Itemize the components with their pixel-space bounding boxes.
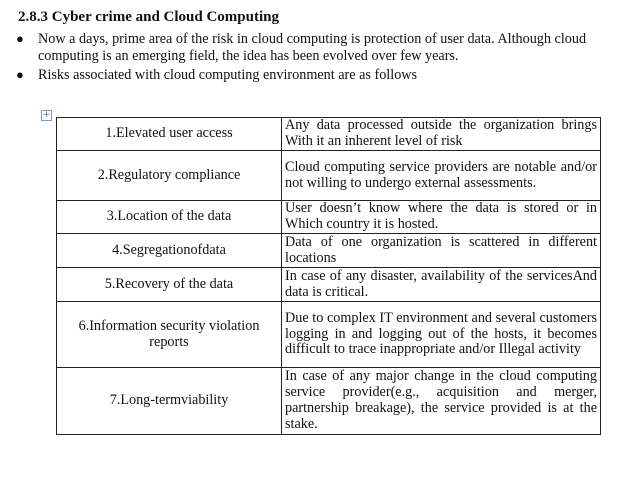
table-row: [57, 368, 601, 435]
table-move-handle-icon[interactable]: +: [42, 110, 51, 120]
bullet-list: [16, 31, 626, 87]
description-cell: User doesn’t know where the data is stored or in Which country it is hosted.: [282, 201, 601, 234]
bullet-text: Risks associated with cloud computing environment are as follows: [38, 67, 418, 83]
bullet-icon: ●: [16, 67, 24, 82]
table-row: [57, 268, 601, 302]
risk-cell: 3.Location of the data: [57, 201, 282, 234]
table-row: [57, 118, 601, 151]
description-cell: Due to complex IT environment and several customers logging in and logging out of the hosts, it becomes difficult to trace inappropriate and/or Illegal activity: [282, 302, 601, 368]
bullet-text: Now a days, prime area of the risk in cloud computing is protection of user data. Although cloud computing is an emerging field, the idea has been evolved over few years.: [38, 31, 587, 64]
bullet-item: [16, 31, 626, 64]
description-cell: In case of any disaster, availability of the servicesAnd data is critical.: [282, 268, 601, 302]
description-cell: Data of one organization is scattered in different locations: [282, 234, 601, 268]
bullet-icon: ●: [16, 31, 24, 46]
table-row: [57, 201, 601, 234]
table-row: [57, 151, 601, 201]
risk-cell: 5.Recovery of the data: [57, 268, 282, 302]
risk-cell: 7.Long-termviability: [57, 368, 282, 435]
description-cell: Any data processed outside the organization brings With it an inherent level of risk: [282, 118, 601, 151]
risks-table: [56, 117, 601, 435]
description-cell: Cloud computing service providers are notable and/or not willing to undergo external assessments.: [282, 151, 601, 201]
section-heading: 2.8.3 Cyber crime and Cloud Computing: [18, 9, 279, 25]
risk-cell: 4.Segregationofdata: [57, 234, 282, 268]
table-row: [57, 234, 601, 268]
bullet-item: [16, 67, 626, 84]
description-cell: In case of any major change in the cloud computing service provider(e.g., acquisition and merger, partnership breakage), the service provided is at the stake.: [282, 368, 601, 435]
risk-cell: 2.Regulatory compliance: [57, 151, 282, 201]
table-row: [57, 302, 601, 368]
risk-cell: 6.Information security violation reports: [57, 302, 282, 368]
risk-cell: 1.Elevated user access: [57, 118, 282, 151]
